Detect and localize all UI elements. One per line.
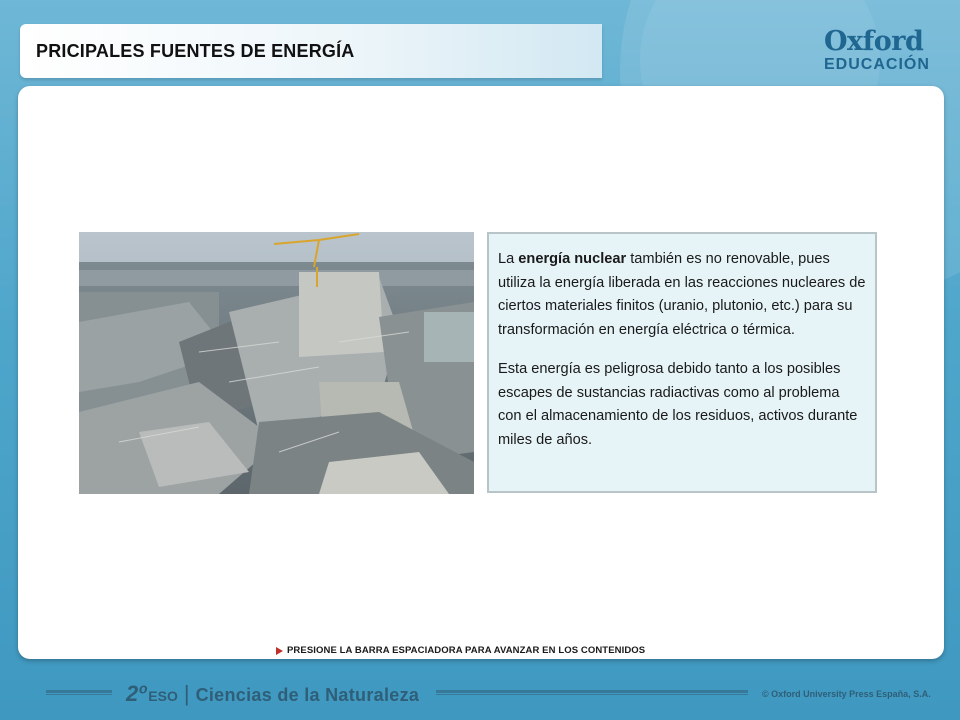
play-arrow-icon bbox=[276, 647, 283, 655]
logo-subtitle: EDUCACIÓN bbox=[824, 56, 930, 73]
logo-wordmark: Oxford bbox=[824, 26, 924, 57]
description-paragraph-nuclear bbox=[498, 248, 867, 342]
title-bar bbox=[20, 24, 602, 78]
description-paragraph-danger: Esta energía es peligrosa debido tanto a los posibles escapes de sustancias radiactivas como al problema con el almacenamiento de los residuos, activos durante miles de años. bbox=[498, 361, 858, 448]
course-subject: Ciencias de la Naturaleza bbox=[195, 685, 420, 705]
course-separator: | bbox=[183, 681, 190, 706]
oxford-logo bbox=[824, 28, 928, 76]
slide-title: PRICIPALES FUENTES DE ENERGÍA bbox=[36, 41, 355, 61]
advance-hint-label: PRESIONE LA BARRA ESPACIADORA PARA AVANZAR EN LOS CONTENIDOS bbox=[287, 645, 646, 656]
footer-divider-right bbox=[436, 690, 748, 693]
content-panel bbox=[18, 86, 944, 659]
nuclear-plant-ruins-photo bbox=[79, 232, 474, 494]
copyright-notice: © Oxford University Press España, S.A. bbox=[762, 689, 931, 699]
course-level: ESO bbox=[148, 688, 178, 704]
highlight-term: energía nuclear bbox=[518, 251, 627, 267]
description-box bbox=[487, 232, 877, 493]
para1-body: también es no renovable, pues utiliza la energía liberada en las reacciones nucleares de ciertos materiales finitos (uranio, plutonio, etc.) para su transformación en energía eléctrica o térmica. bbox=[498, 251, 866, 338]
course-label bbox=[126, 681, 419, 707]
footer-divider-left bbox=[46, 690, 112, 693]
course-grade: 2º bbox=[126, 681, 147, 706]
advance-hint[interactable] bbox=[276, 645, 645, 656]
para1-prefix: La bbox=[498, 251, 519, 267]
